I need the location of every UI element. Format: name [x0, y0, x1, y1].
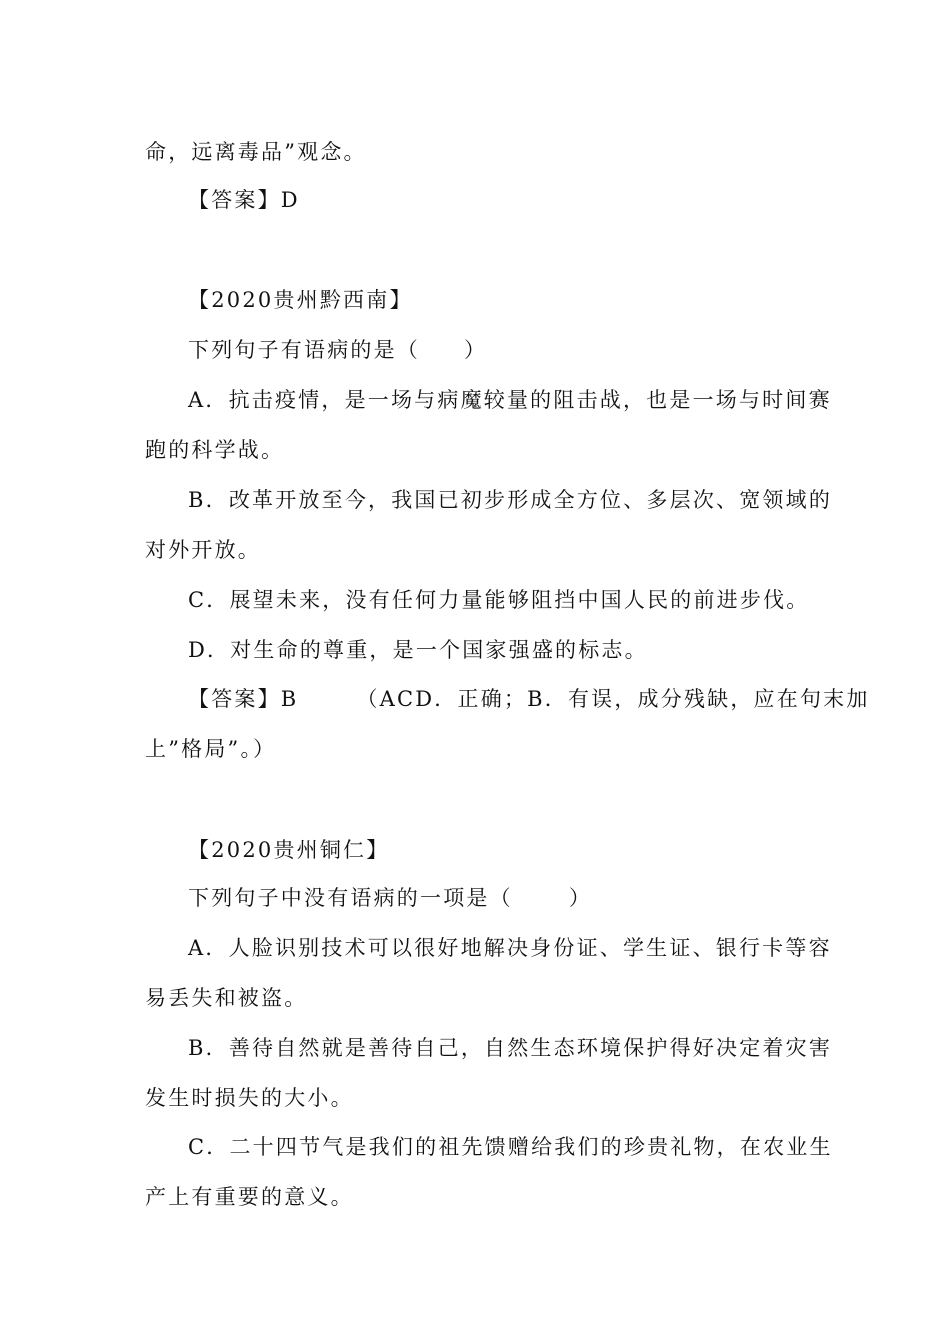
section2-question-text: 下列句子中没有语病的一项是（ — [188, 886, 513, 910]
section1-heading: 【2020贵州黔西南】 — [188, 288, 413, 312]
section1-option-a-line1: A．抗击疫情，是一场与病魔较量的阻击战，也是一场与时间赛 — [188, 388, 832, 412]
section1-question-close: ） — [464, 338, 488, 362]
section1-answer-line1 — [188, 684, 870, 714]
section2-option-a-line1: A．人脸识别技术可以很好地解决身份证、学生证、银行卡等容 — [188, 936, 832, 960]
section1-answer-explanation: （ACD．正确；B．有误，成分残缺，应在句末加 — [356, 687, 870, 711]
section1-option-a-line2: 跑的科学战。 — [145, 438, 285, 462]
section2-option-a-line2: 易丢失和被盗。 — [145, 986, 308, 1010]
section1-option-c: C．展望未来，没有任何力量能够阻挡中国人民的前进步伐。 — [188, 588, 810, 612]
section2-option-c-line1: C．二十四节气是我们的祖先馈赠给我们的珍贵礼物，在农业生 — [188, 1135, 833, 1159]
section1-answer-line2: 上”格局”。） — [145, 737, 277, 761]
intro-answer: 【答案】D — [188, 188, 300, 212]
intro-text-line: 命，远离毒品”观念。 — [145, 140, 367, 164]
section1-question-text: 下列句子有语病的是（ — [188, 338, 420, 362]
section1-option-b-line1: B．改革开放至今，我国已初步形成全方位、多层次、宽领域的 — [188, 488, 833, 512]
section1-answer-label: 【答案】B — [188, 687, 299, 711]
section1-option-b-line2: 对外开放。 — [145, 538, 261, 562]
section1-option-d: D．对生命的尊重，是一个国家强盛的标志。 — [188, 638, 648, 662]
section2-option-b-line1: B．善待自然就是善待自己，自然生态环境保护得好决定着灾害 — [188, 1036, 833, 1060]
section2-option-b-line2: 发生时损失的大小。 — [145, 1086, 354, 1110]
section1-question — [188, 335, 810, 365]
section2-option-c-line2: 产上有重要的意义。 — [145, 1185, 354, 1209]
section2-question-close: ） — [568, 886, 593, 910]
section2-question — [188, 883, 810, 913]
section2-heading: 【2020贵州铜仁】 — [188, 838, 390, 862]
